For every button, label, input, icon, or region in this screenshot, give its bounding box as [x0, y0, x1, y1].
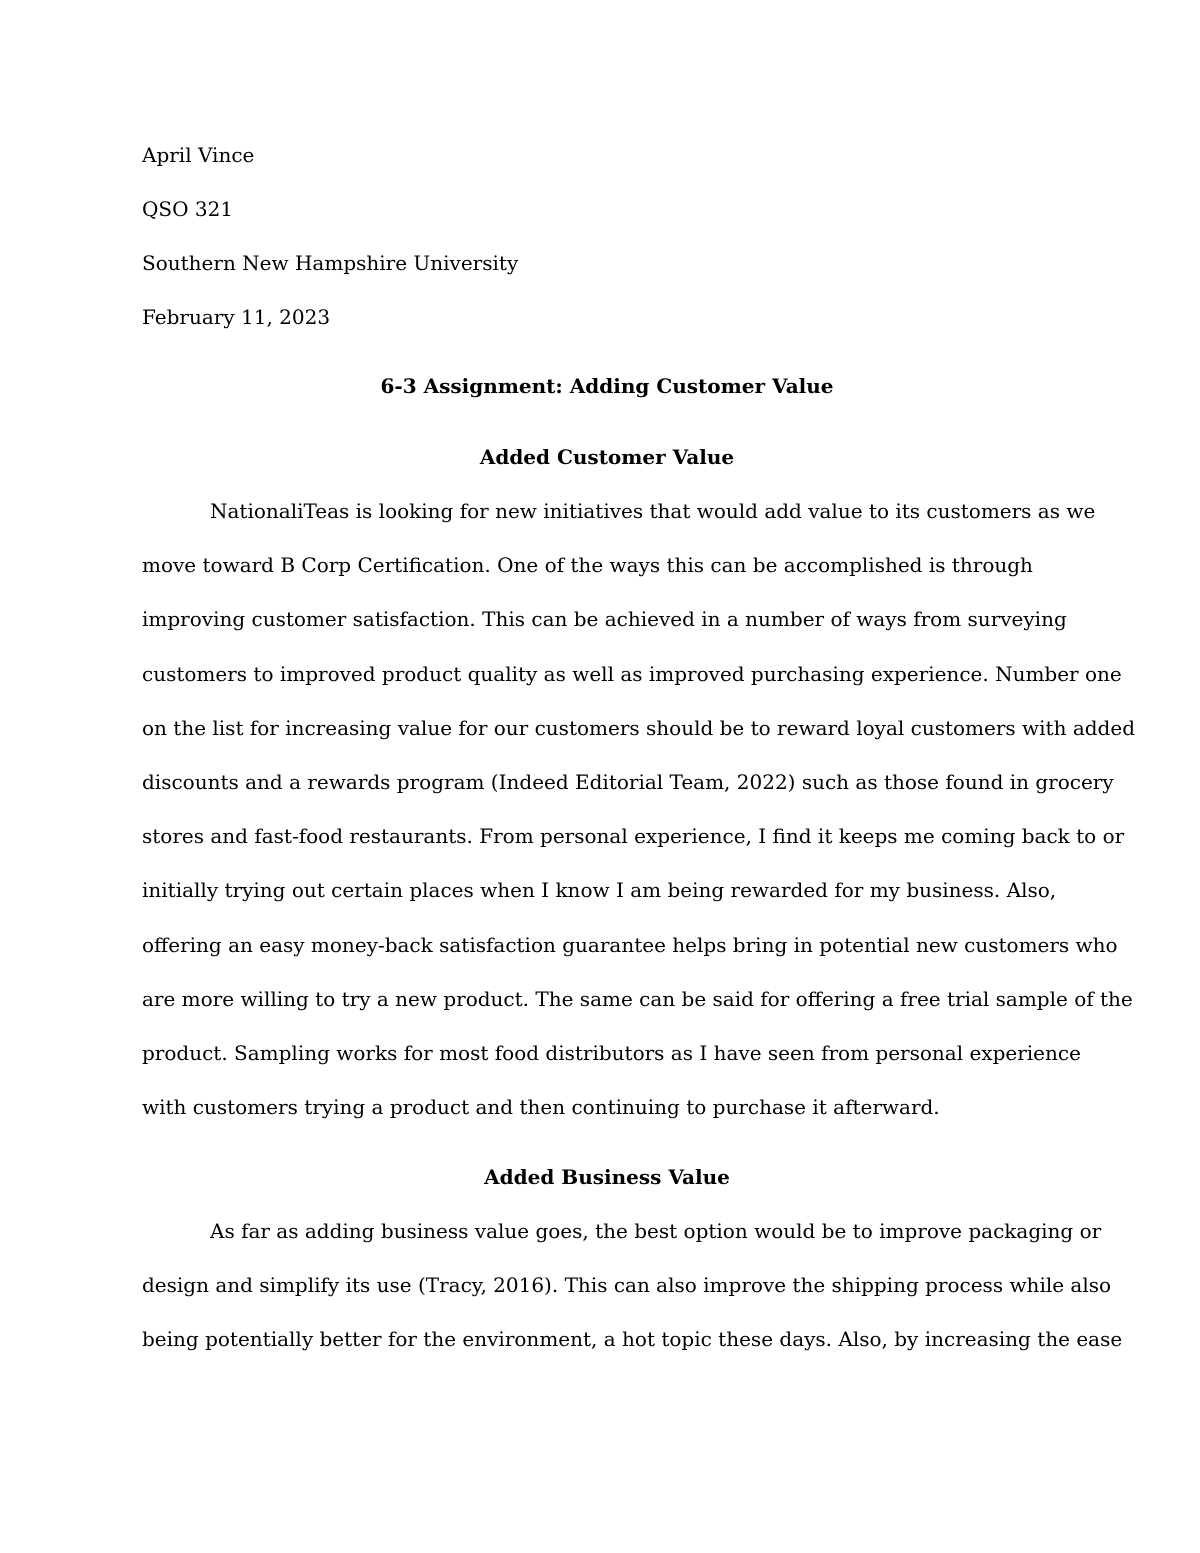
header-block: [142, 140, 1072, 371]
paragraph-line: design and simplify its use (Tracy, 2016). This can also improve the shipping process while also: [142, 1273, 1112, 1298]
paragraph-line: customers to improved product quality as well as improved purchasing experience. Number one: [142, 661, 1122, 686]
paragraph-line: with customers trying a product and then continuing to purchase it afterward.: [142, 1095, 940, 1120]
author-name: April Vince: [142, 143, 255, 167]
paragraph-line: stores and fast-food restaurants. From personal experience, I find it keeps me coming back to or: [142, 824, 1125, 849]
paragraph-line: being potentially better for the environment, a hot topic these days. Also, by increasing the ease: [142, 1327, 1123, 1352]
institution-name: Southern New Hampshire University: [142, 251, 519, 275]
document-date: February 11, 2023: [142, 305, 331, 329]
section-customer-value: [142, 442, 1135, 1162]
paragraph-line: NationaliTeas is looking for new initiatives that would add value to its customers as we: [210, 499, 1096, 523]
paragraph-line: are more willing to try a new product. The same can be said for offering a free trial sample of the: [142, 986, 1133, 1011]
course-code: QSO 321: [142, 197, 234, 221]
paragraph-line: move toward B Corp Certification. One of the ways this can be accomplished is through: [142, 553, 1033, 578]
paragraph-line: discounts and a rewards program (Indeed Editorial Team, 2022) such as those found in grocery: [142, 769, 1114, 794]
paragraph-line: initially trying out certain places when I know I am being rewarded for my business. Also,: [142, 878, 1057, 903]
paragraph-line: on the list for increasing value for our customers should be to reward loyal customers with added: [142, 715, 1135, 740]
section-business-value: [142, 1162, 1123, 1379]
document-content: [142, 140, 1135, 1379]
paragraph-line: product. Sampling works for most food distributors as I have seen from personal experience: [142, 1040, 1081, 1065]
paragraph-line: improving customer satisfaction. This can be achieved in a number of ways from surveying: [142, 607, 1067, 632]
paragraph-line: As far as adding business value goes, the best option would be to improve packaging or: [210, 1219, 1102, 1244]
section-heading: Added Business Value: [484, 1165, 730, 1190]
section-heading: Added Customer Value: [479, 445, 735, 469]
paragraph-line: offering an easy money-back satisfaction guarantee helps bring in potential new customers who: [142, 932, 1118, 957]
document-title: 6-3 Assignment: Adding Customer Value: [380, 374, 834, 398]
